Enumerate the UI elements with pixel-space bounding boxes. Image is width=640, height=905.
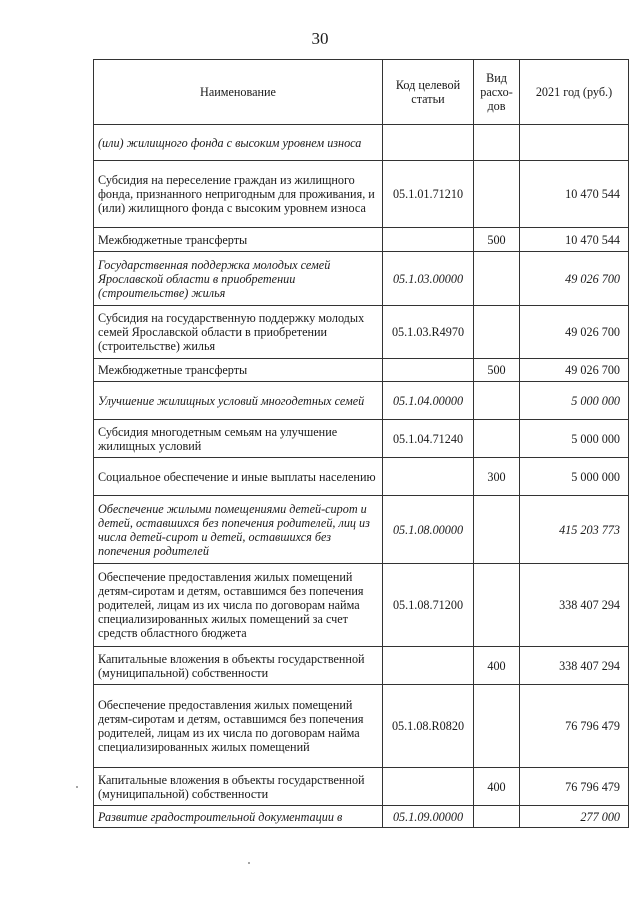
table-row xyxy=(94,306,629,359)
row-type xyxy=(474,125,520,161)
row-name: Обеспечение предоставления жилых помещений детям-сиротам и детям, оставшимся без попечения родителей, лицам из их числа по договорам найма специализированных жилых помещений за счет средств областного бюджета xyxy=(94,564,383,647)
row-name: Улучшение жилищных условий многодетных семей xyxy=(94,382,383,420)
row-type xyxy=(474,564,520,647)
header-code: Код целевой статьи xyxy=(383,60,474,125)
table-row xyxy=(94,768,629,806)
row-type xyxy=(474,420,520,458)
row-code xyxy=(383,647,474,685)
row-code: 05.1.09.00000 xyxy=(383,806,474,828)
row-name: Капитальные вложения в объекты государственной (муниципальной) собственности xyxy=(94,768,383,806)
row-code: 05.1.04.71240 xyxy=(383,420,474,458)
table-row xyxy=(94,228,629,252)
header-amount: 2021 год (руб.) xyxy=(520,60,629,125)
row-name: Субсидия многодетным семьям на улучшение жилищных условий xyxy=(94,420,383,458)
row-name: Обеспечение жилыми помещениями детей-сирот и детей, оставшихся без попечения родителей, лиц из числа детей-сирот и детей, оставшихся без попечения родителей xyxy=(94,496,383,564)
row-code xyxy=(383,125,474,161)
row-name: Государственная поддержка молодых семей Ярославской области в приобретении (строительстве) жилья xyxy=(94,252,383,306)
row-name: Межбюджетные трансферты xyxy=(94,228,383,252)
table-row xyxy=(94,125,629,161)
row-name: Межбюджетные трансферты xyxy=(94,359,383,382)
row-amount xyxy=(520,125,629,161)
table-row xyxy=(94,496,629,564)
row-code xyxy=(383,768,474,806)
row-code xyxy=(383,228,474,252)
row-name: Социальное обеспечение и иные выплаты населению xyxy=(94,458,383,496)
row-type: 500 xyxy=(474,228,520,252)
row-code xyxy=(383,359,474,382)
row-amount: 49 026 700 xyxy=(520,252,629,306)
row-amount: 415 203 773 xyxy=(520,496,629,564)
row-type xyxy=(474,306,520,359)
table-row xyxy=(94,359,629,382)
row-type: 500 xyxy=(474,359,520,382)
row-amount: 277 000 xyxy=(520,806,629,828)
header-type: Вид расхо-дов xyxy=(474,60,520,125)
table-row xyxy=(94,458,629,496)
row-name: Обеспечение предоставления жилых помещений детям-сиротам и детям, оставшимся без попечения родителей, лицам из их числа по договорам найма специализированных жилых помещений xyxy=(94,685,383,768)
row-code: 05.1.01.71210 xyxy=(383,161,474,228)
table-header-row xyxy=(94,60,629,125)
table-row xyxy=(94,420,629,458)
row-type: 300 xyxy=(474,458,520,496)
budget-table xyxy=(93,59,629,828)
row-amount: 338 407 294 xyxy=(520,564,629,647)
row-amount: 49 026 700 xyxy=(520,359,629,382)
row-name: (или) жилищного фонда с высоким уровнем износа xyxy=(94,125,383,161)
row-type xyxy=(474,252,520,306)
row-amount: 338 407 294 xyxy=(520,647,629,685)
row-code: 05.1.08.R0820 xyxy=(383,685,474,768)
row-type xyxy=(474,161,520,228)
row-type xyxy=(474,382,520,420)
row-amount: 49 026 700 xyxy=(520,306,629,359)
table-row xyxy=(94,252,629,306)
row-name: Субсидия на переселение граждан из жилищного фонда, признанного непригодным для проживания, и (или) жилищного фонда с высоким уровнем износа xyxy=(94,161,383,228)
table-row xyxy=(94,161,629,228)
row-type xyxy=(474,685,520,768)
row-type: 400 xyxy=(474,647,520,685)
row-code: 05.1.03.00000 xyxy=(383,252,474,306)
scan-speck xyxy=(248,862,250,864)
row-type: 400 xyxy=(474,768,520,806)
row-amount: 76 796 479 xyxy=(520,685,629,768)
scan-speck xyxy=(76,786,78,788)
row-amount: 76 796 479 xyxy=(520,768,629,806)
row-code: 05.1.08.71200 xyxy=(383,564,474,647)
row-amount: 5 000 000 xyxy=(520,458,629,496)
row-name: Развитие градостроительной документации в xyxy=(94,806,383,828)
row-code: 05.1.03.R4970 xyxy=(383,306,474,359)
row-amount: 10 470 544 xyxy=(520,228,629,252)
row-code: 05.1.08.00000 xyxy=(383,496,474,564)
table-row xyxy=(94,806,629,828)
row-code xyxy=(383,458,474,496)
table-row xyxy=(94,382,629,420)
table-row xyxy=(94,685,629,768)
row-name: Капитальные вложения в объекты государственной (муниципальной) собственности xyxy=(94,647,383,685)
row-type xyxy=(474,496,520,564)
row-type xyxy=(474,806,520,828)
row-code: 05.1.04.00000 xyxy=(383,382,474,420)
table-row xyxy=(94,564,629,647)
row-amount: 10 470 544 xyxy=(520,161,629,228)
row-amount: 5 000 000 xyxy=(520,382,629,420)
table-row xyxy=(94,647,629,685)
row-amount: 5 000 000 xyxy=(520,420,629,458)
table-body xyxy=(94,125,629,828)
row-name: Субсидия на государственную поддержку молодых семей Ярославской области в приобретении (строительстве) жилья xyxy=(94,306,383,359)
header-name: Наименование xyxy=(94,60,383,125)
page-number: 30 xyxy=(311,29,329,48)
